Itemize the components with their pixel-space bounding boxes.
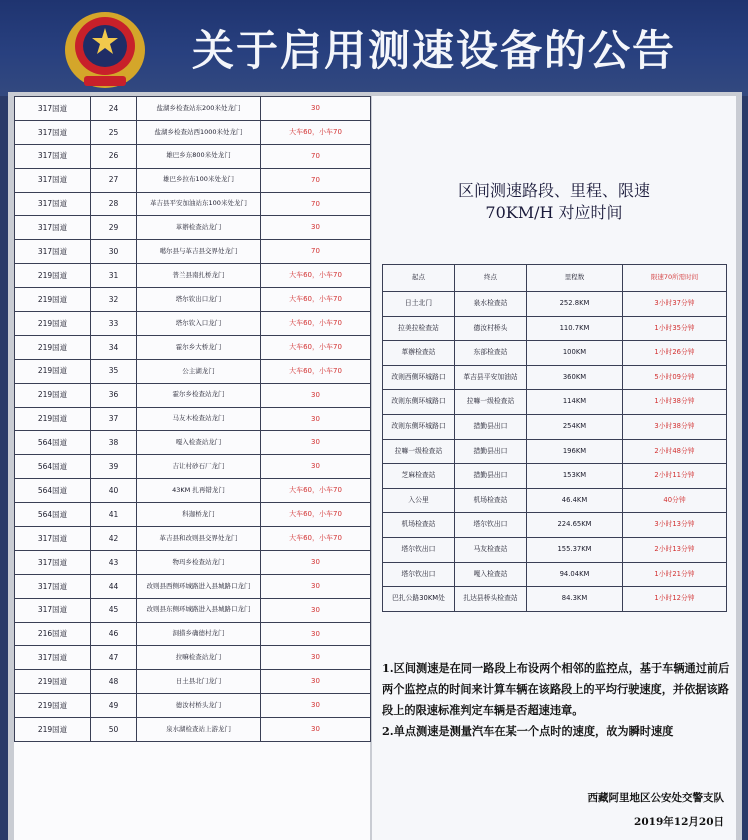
cell-speed-limit: 30	[261, 550, 371, 574]
cell-speed-limit: 30	[261, 574, 371, 598]
table-row	[15, 622, 371, 646]
cell-location: 嘎入检查站龙门	[137, 431, 261, 455]
cell-road: 317国道	[15, 192, 91, 216]
section-speed-row	[383, 488, 727, 513]
cell-road: 219国道	[15, 670, 91, 694]
section-speed-row	[383, 464, 727, 489]
cell-time: 3小时38分钟	[623, 414, 727, 439]
section-speed-title-line1: 区间测速路段、里程、限速	[457, 181, 650, 200]
cell-speed-limit: 70	[261, 192, 371, 216]
table-row	[15, 598, 371, 622]
cell-end: 措勤县出口	[455, 439, 527, 464]
section-speed-sheet	[372, 96, 736, 840]
section-speed-row	[383, 513, 727, 538]
cell-location: 革吉县和改则县交界处龙门	[137, 527, 261, 551]
cell-road: 317国道	[15, 574, 91, 598]
cell-speed-limit: 大车60，小车70	[261, 288, 371, 312]
table-row	[15, 97, 371, 121]
cell-road: 317国道	[15, 144, 91, 168]
cell-location: 日土县北门龙门	[137, 670, 261, 694]
table-row	[15, 383, 371, 407]
table-row	[15, 312, 371, 336]
cell-end: 机场检查站	[455, 488, 527, 513]
cell-number: 40	[91, 479, 137, 503]
cell-end: 革吉县平安加油站	[455, 365, 527, 390]
cell-start: 日土北门	[383, 292, 455, 317]
cell-time: 1小时35分钟	[623, 316, 727, 341]
table-row	[15, 455, 371, 479]
cell-location: 马友木检查站龙门	[137, 407, 261, 431]
issuer: 西藏阿里地区公安处交警支队	[587, 792, 724, 804]
cell-start: 革辦检查站	[383, 341, 455, 366]
cell-speed-limit: 30	[261, 622, 371, 646]
cell-road: 317国道	[15, 527, 91, 551]
cell-start: 拉美拉检查站	[383, 316, 455, 341]
cell-number: 36	[91, 383, 137, 407]
cell-number: 47	[91, 646, 137, 670]
section-speed-row	[383, 587, 727, 612]
cell-road: 219国道	[15, 335, 91, 359]
cell-road: 219国道	[15, 407, 91, 431]
cell-road: 317国道	[15, 120, 91, 144]
cell-location: 德汝村桥头龙门	[137, 694, 261, 718]
cell-speed-limit: 70	[261, 144, 371, 168]
cell-location: 霍尔乡检查站龙门	[137, 383, 261, 407]
header-time: 限速70所需时间	[623, 265, 727, 292]
cell-speed-limit: 30	[261, 598, 371, 622]
cell-start: 拉嘛一级检查站	[383, 439, 455, 464]
section-speed-row	[383, 414, 727, 439]
cell-number: 25	[91, 120, 137, 144]
section-speed-row	[383, 562, 727, 587]
cell-number: 41	[91, 503, 137, 527]
cell-location: 塔尔钦入口龙门	[137, 312, 261, 336]
cell-number: 48	[91, 670, 137, 694]
cell-speed-limit: 大车60，小车70	[261, 120, 371, 144]
note-section-speed: 1.区间测速是在同一路段上布设两个相邻的监控点，基于车辆通过前后两个监控点的时间来计算车辆在该路段上的平均行驶速度，并依据该路段上的限速标准判定车辆是否超速违章。	[382, 661, 730, 717]
cell-road: 219国道	[15, 288, 91, 312]
cell-start: 改则东侧环城路口	[383, 390, 455, 415]
cell-distance: 100KM	[527, 341, 623, 366]
cell-road: 564国道	[15, 479, 91, 503]
cell-speed-limit: 30	[261, 670, 371, 694]
table-row	[15, 120, 371, 144]
cell-location: 盐湖乡检查站东200米处龙门	[137, 97, 261, 121]
cell-location: 雄巴乡拉布100米处龙门	[137, 168, 261, 192]
cell-speed-limit: 70	[261, 168, 371, 192]
cell-road: 219国道	[15, 694, 91, 718]
cell-distance: 46.4KM	[527, 488, 623, 513]
cell-road: 564国道	[15, 503, 91, 527]
note-point-speed: 2.单点测速是测量汽车在某一个点时的速度，故为瞬时速度	[382, 724, 674, 738]
cell-time: 1小时12分钟	[623, 587, 727, 612]
cell-end: 德汝村桥头	[455, 316, 527, 341]
table-row	[15, 359, 371, 383]
cell-time: 1小时26分钟	[623, 341, 727, 366]
cell-end: 措勤县出口	[455, 464, 527, 489]
section-speed-row	[383, 365, 727, 390]
cell-end: 扎达县桥头检查站	[455, 587, 527, 612]
cell-location: 43KM 扎再错龙门	[137, 479, 261, 503]
cell-number: 34	[91, 335, 137, 359]
table-row	[15, 479, 371, 503]
table-row	[15, 264, 371, 288]
cell-distance: 155.37KM	[527, 537, 623, 562]
signature-block	[588, 786, 725, 834]
cell-number: 45	[91, 598, 137, 622]
cell-number: 30	[91, 240, 137, 264]
cell-speed-limit: 30	[261, 718, 371, 742]
section-speed-header-row	[383, 265, 727, 292]
table-row	[15, 550, 371, 574]
cell-location: 盐湖乡检查站西1000米处龙门	[137, 120, 261, 144]
cell-number: 31	[91, 264, 137, 288]
cell-speed-limit: 30	[261, 694, 371, 718]
header-distance: 里程数	[527, 265, 623, 292]
table-row	[15, 192, 371, 216]
cell-end: 马友检查站	[455, 537, 527, 562]
header-banner	[0, 0, 748, 96]
cell-road: 317国道	[15, 97, 91, 121]
cell-speed-limit: 30	[261, 383, 371, 407]
cell-location: 革辦检查站龙门	[137, 216, 261, 240]
cell-distance: 360KM	[527, 365, 623, 390]
cell-road: 317国道	[15, 550, 91, 574]
cell-speed-limit: 30	[261, 646, 371, 670]
cell-number: 27	[91, 168, 137, 192]
cell-location: 科迦桥龙门	[137, 503, 261, 527]
cell-number: 24	[91, 97, 137, 121]
cell-location: 拉嘛检查站龙门	[137, 646, 261, 670]
section-speed-row	[383, 537, 727, 562]
page-title: 关于启用测速设备的公告	[192, 26, 677, 75]
cell-location: 泉水湖检查站上游龙门	[137, 718, 261, 742]
cell-distance: 110.7KM	[527, 316, 623, 341]
cell-number: 46	[91, 622, 137, 646]
cell-speed-limit: 30	[261, 455, 371, 479]
cell-time: 3小时13分钟	[623, 513, 727, 538]
cell-number: 38	[91, 431, 137, 455]
cell-end: 泉水检查站	[455, 292, 527, 317]
cell-location: 改则县西侧环城路进入县城路口龙门	[137, 574, 261, 598]
cell-road: 317国道	[15, 240, 91, 264]
cell-number: 44	[91, 574, 137, 598]
camera-location-table	[14, 96, 371, 742]
cell-number: 26	[91, 144, 137, 168]
table-row	[15, 431, 371, 455]
cell-distance: 252.8KM	[527, 292, 623, 317]
cell-number: 32	[91, 288, 137, 312]
section-speed-table	[382, 264, 727, 612]
cell-road: 216国道	[15, 622, 91, 646]
cell-location: 雄巴乡东800米处龙门	[137, 144, 261, 168]
section-speed-row	[383, 390, 727, 415]
cell-location: 吉让村砂石厂龙门	[137, 455, 261, 479]
cell-speed-limit: 30	[261, 97, 371, 121]
cell-time: 3小时37分钟	[623, 292, 727, 317]
cell-distance: 94.04KM	[527, 562, 623, 587]
cell-time: 2小时11分钟	[623, 464, 727, 489]
cell-number: 49	[91, 694, 137, 718]
cell-location: 普兰县南扎桥龙门	[137, 264, 261, 288]
cell-road: 219国道	[15, 383, 91, 407]
issue-date: 2019年12月20日	[634, 816, 724, 828]
cell-road: 219国道	[15, 718, 91, 742]
cell-speed-limit: 大车60，小车70	[261, 335, 371, 359]
cell-distance: 196KM	[527, 439, 623, 464]
section-speed-row	[383, 439, 727, 464]
cell-distance: 254KM	[527, 414, 623, 439]
cell-road: 317国道	[15, 168, 91, 192]
cell-number: 37	[91, 407, 137, 431]
camera-location-sheet	[14, 96, 370, 840]
cell-time: 2小时48分钟	[623, 439, 727, 464]
cell-road: 317国道	[15, 216, 91, 240]
cell-time: 2小时13分钟	[623, 537, 727, 562]
cell-road: 317国道	[15, 646, 91, 670]
cell-start: 改则西侧环城路口	[383, 365, 455, 390]
cell-road: 219国道	[15, 264, 91, 288]
section-speed-row	[383, 292, 727, 317]
table-row	[15, 574, 371, 598]
cell-time: 5小时09分钟	[623, 365, 727, 390]
cell-number: 43	[91, 550, 137, 574]
cell-speed-limit: 大车60，小车70	[261, 264, 371, 288]
cell-road: 219国道	[15, 359, 91, 383]
table-row	[15, 503, 371, 527]
cell-start: 改则东侧环城路口	[383, 414, 455, 439]
cell-time: 1小时21分钟	[623, 562, 727, 587]
header-start: 起点	[383, 265, 455, 292]
cell-number: 28	[91, 192, 137, 216]
cell-road: 564国道	[15, 431, 91, 455]
cell-number: 33	[91, 312, 137, 336]
cell-speed-limit: 30	[261, 216, 371, 240]
table-row	[15, 144, 371, 168]
cell-start: 塔尔钦出口	[383, 537, 455, 562]
cell-distance: 224.65KM	[527, 513, 623, 538]
cell-start: 机场检查站	[383, 513, 455, 538]
cell-end: 东部检查站	[455, 341, 527, 366]
table-row	[15, 407, 371, 431]
cell-location: 噶尔县与革吉县交界处龙门	[137, 240, 261, 264]
table-row	[15, 335, 371, 359]
cell-road: 564国道	[15, 455, 91, 479]
cell-start: 芝麻检查站	[383, 464, 455, 489]
cell-speed-limit: 70	[261, 240, 371, 264]
cell-location: 塔尔钦出口龙门	[137, 288, 261, 312]
cell-speed-limit: 大车60，小车70	[261, 479, 371, 503]
cell-speed-limit: 大车60，小车70	[261, 312, 371, 336]
cell-location: 霍尔乡大桥龙门	[137, 335, 261, 359]
cell-number: 29	[91, 216, 137, 240]
section-speed-title	[372, 180, 736, 224]
section-speed-title-line2: 70KM/H 对应时间	[485, 203, 623, 222]
cell-time: 1小时38分钟	[623, 390, 727, 415]
cell-time: 40分钟	[623, 488, 727, 513]
cell-start: 塔尔钦出口	[383, 562, 455, 587]
cell-speed-limit: 大车60，小车70	[261, 503, 371, 527]
cell-speed-limit: 大车60，小车70	[261, 527, 371, 551]
cell-location: 改则县东侧环城路进入县城路口龙门	[137, 598, 261, 622]
table-row	[15, 646, 371, 670]
cell-start: 巴扎公路30KM处	[383, 587, 455, 612]
cell-number: 39	[91, 455, 137, 479]
cell-speed-limit: 大车60，小车70	[261, 359, 371, 383]
cell-speed-limit: 30	[261, 431, 371, 455]
table-row	[15, 216, 371, 240]
header-end: 终点	[455, 265, 527, 292]
table-row	[15, 718, 371, 742]
table-row	[15, 288, 371, 312]
table-row	[15, 168, 371, 192]
cell-distance: 153KM	[527, 464, 623, 489]
section-speed-row	[383, 316, 727, 341]
table-row	[15, 694, 371, 718]
notes-block	[382, 658, 730, 742]
cell-distance: 84.3KM	[527, 587, 623, 612]
cell-location: 革吉县平安加油站东100米处龙门	[137, 192, 261, 216]
police-emblem-icon	[62, 6, 148, 90]
table-row	[15, 240, 371, 264]
cell-road: 219国道	[15, 312, 91, 336]
table-row	[15, 527, 371, 551]
cell-distance: 114KM	[527, 390, 623, 415]
cell-location: 洞措乡确德村龙门	[137, 622, 261, 646]
cell-number: 50	[91, 718, 137, 742]
cell-start: 入公里	[383, 488, 455, 513]
cell-end: 措勤县出口	[455, 414, 527, 439]
cell-end: 嘎入检查站	[455, 562, 527, 587]
table-row	[15, 670, 371, 694]
cell-end: 塔尔钦出口	[455, 513, 527, 538]
section-speed-row	[383, 341, 727, 366]
cell-number: 35	[91, 359, 137, 383]
cell-speed-limit: 30	[261, 407, 371, 431]
cell-location: 公主湖龙门	[137, 359, 261, 383]
cell-location: 物玛乡检查站龙门	[137, 550, 261, 574]
cell-end: 拉嘛一级检查站	[455, 390, 527, 415]
cell-number: 42	[91, 527, 137, 551]
cell-road: 317国道	[15, 598, 91, 622]
